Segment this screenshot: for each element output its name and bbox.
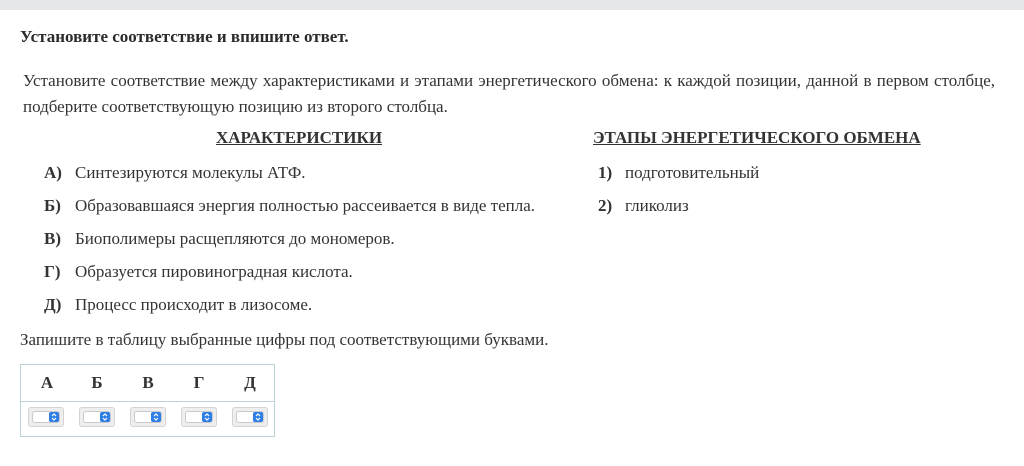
- characteristic-item-d: [44, 295, 312, 315]
- item-mark: А): [44, 163, 62, 182]
- characteristics-header: ХАРАКТЕРИСТИКИ: [216, 128, 383, 147]
- item-text: Образуется пировиноградная кислота.: [75, 262, 353, 281]
- item-text: Биополимеры расщепляются до мономеров.: [75, 229, 395, 248]
- chevron-updown-icon: [100, 412, 110, 422]
- top-bar: [0, 0, 1024, 10]
- item-mark: Б): [44, 196, 61, 215]
- stage-item-2: [598, 196, 689, 216]
- item-mark: В): [44, 229, 61, 248]
- chevron-updown-icon: [49, 412, 59, 422]
- answer-table-header: [21, 365, 274, 402]
- answer-select-d[interactable]: [232, 407, 268, 427]
- item-mark: 2): [598, 196, 613, 215]
- item-text: гликолиз: [625, 196, 689, 215]
- item-text: Процесс происходит в лизосоме.: [75, 295, 313, 314]
- item-mark: Г): [44, 262, 61, 281]
- stage-item-1: [598, 163, 759, 183]
- letter-b-header: Б: [91, 373, 103, 392]
- item-text: подготовительный: [625, 163, 760, 182]
- task-title: Установите соответствие и впишите ответ.: [20, 27, 349, 46]
- characteristic-item-v: [44, 229, 395, 249]
- letter-g-header: Г: [193, 373, 205, 392]
- characteristic-item-g: [44, 262, 353, 282]
- stages-header: ЭТАПЫ ЭНЕРГЕТИЧЕСКОГО ОБМЕНА: [593, 128, 921, 147]
- item-mark: Д): [44, 295, 62, 314]
- letter-v-header: В: [142, 373, 154, 392]
- letter-d-header: Д: [244, 373, 256, 392]
- characteristic-item-a: [44, 163, 306, 183]
- chevron-updown-icon: [253, 412, 263, 422]
- task-text: Установите соответствие между характеристиками и этапами энергетического обмена: к каждой позиции, данной в первом столбце, подберите соответствующую позицию из второго столбца.: [23, 71, 995, 116]
- item-text: Синтезируются молекулы АТФ.: [75, 163, 306, 182]
- item-mark: 1): [598, 163, 613, 182]
- letter-a-header: А: [40, 373, 54, 392]
- item-text: Образовавшаяся энергия полностью рассеивается в виде тепла.: [75, 196, 535, 215]
- answer-table: [20, 364, 275, 437]
- characteristic-item-b: [44, 196, 535, 216]
- answer-select-v[interactable]: [130, 407, 166, 427]
- answer-select-g[interactable]: [181, 407, 217, 427]
- answer-select-a[interactable]: [28, 407, 64, 427]
- chevron-updown-icon: [151, 412, 161, 422]
- chevron-updown-icon: [202, 412, 212, 422]
- answer-select-b[interactable]: [79, 407, 115, 427]
- instruction-text: Запишите в таблицу выбранные цифры под соответствующими буквами.: [20, 330, 549, 349]
